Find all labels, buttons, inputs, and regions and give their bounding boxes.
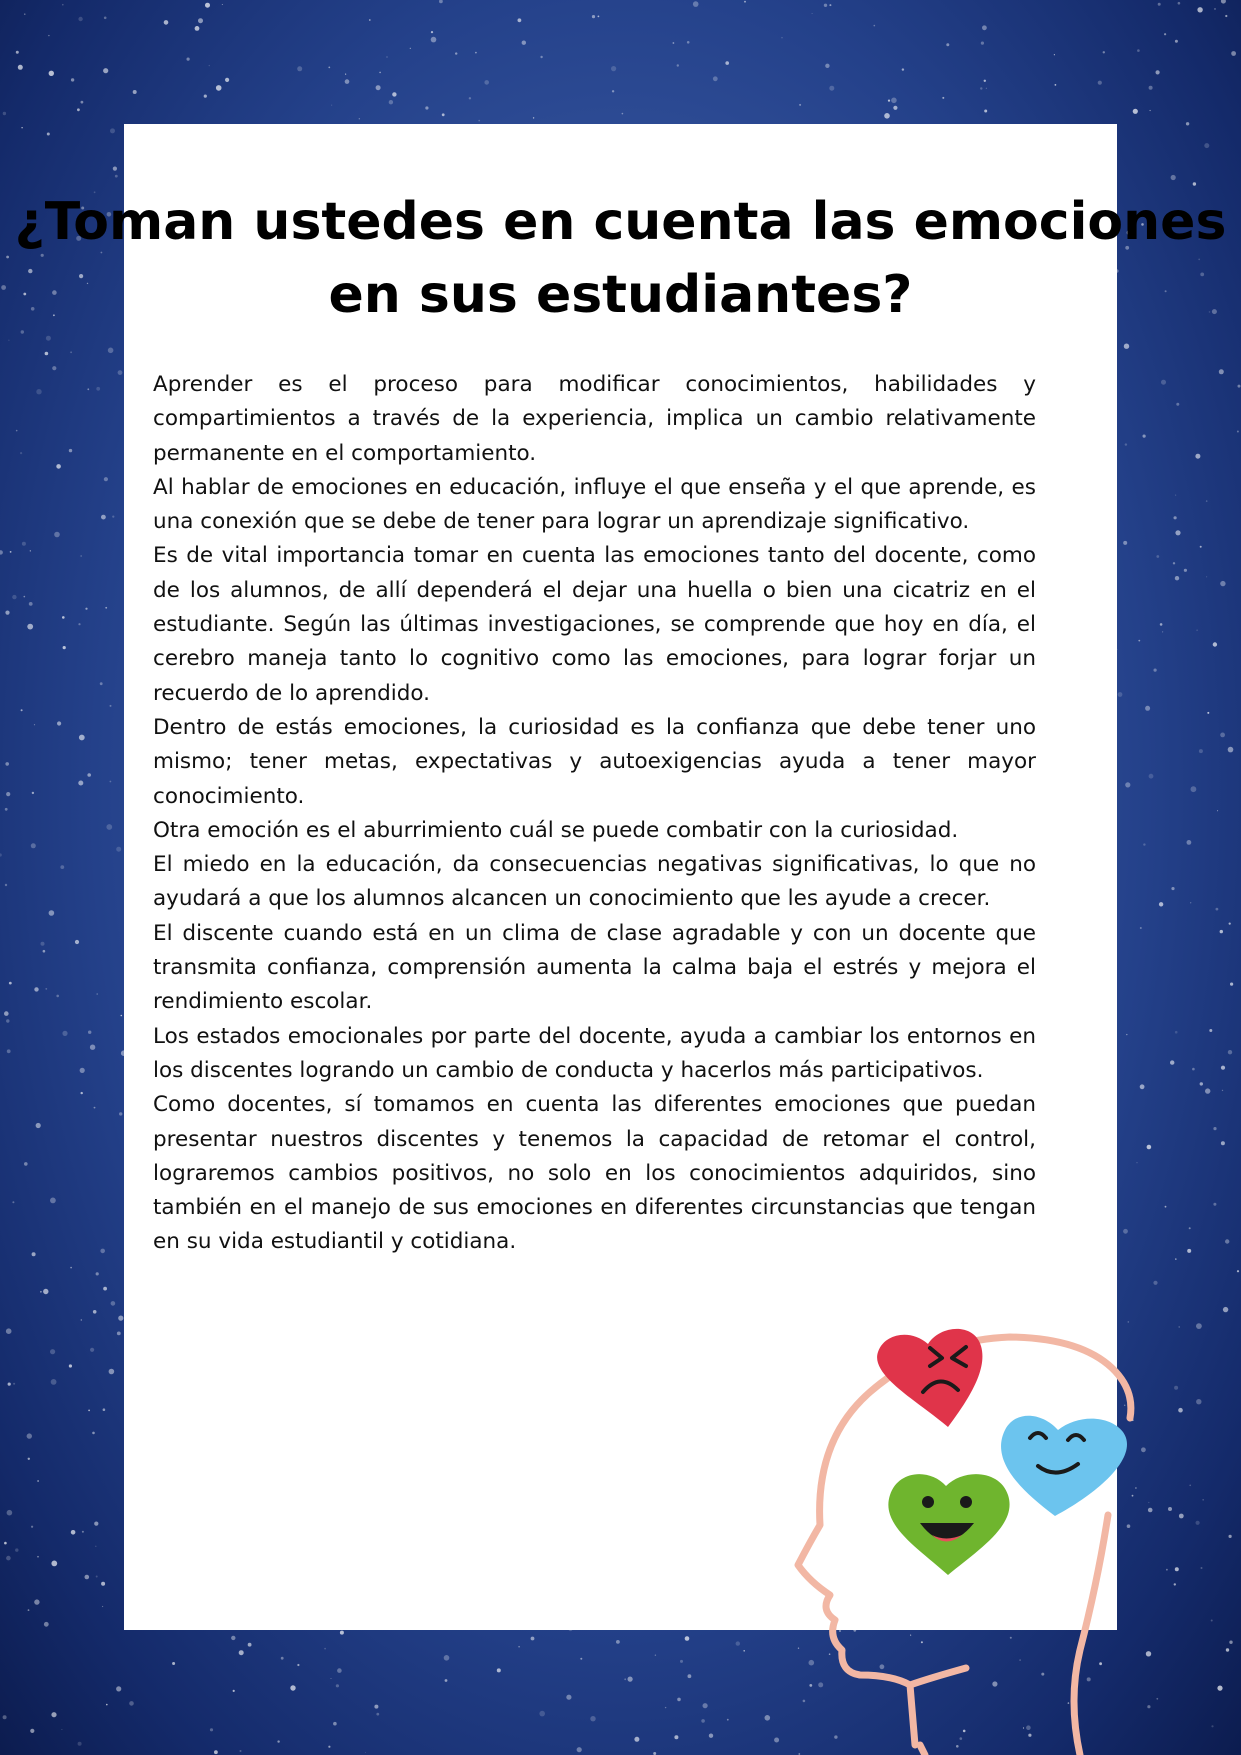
paragraph: Es de vital importancia tomar en cuenta las emociones tanto del docente, como de los alumnos, de allí dependerá el dejar una huella o bien una cicatriz en el estudiante. Según las últimas investigaciones, se comprende que hoy en día, el cerebro maneja tanto lo cognitivo como las emociones, para lograr forjar un recuerdo de lo aprendido. [153, 543, 1036, 706]
head-back-line [1074, 1515, 1108, 1755]
jaw-line [910, 1668, 966, 1685]
laughing-heart-icon [888, 1474, 1009, 1575]
document-body [153, 368, 1036, 1260]
angry-heart-icon [877, 1329, 982, 1427]
paragraph: Al hablar de emociones en educación, influye el que enseña y el que aprende, es una conexión que se debe de tener para lograr un aprendizaje significativo. [153, 474, 1036, 535]
paragraph: El miedo en la educación, da consecuencias negativas significativas, lo que no ayudará a que los alumnos alcancen un conocimiento que les ayude a crecer. [153, 852, 1036, 912]
paragraph: Aprender es el proceso para modificar conocimientos, habilidades y compartimientos a través de la experiencia, implica un cambio relativamente permanente en el comportamiento. [153, 372, 1036, 466]
paragraph: Otra emoción es el aburrimiento cuál se puede combatir con la curiosidad. [153, 817, 959, 843]
paragraph: El discente cuando está en un clima de clase agradable y con un docente que transmita confianza, comprensión aumenta la calma baja el estrés y mejora el rendimiento escolar. [153, 920, 1036, 1015]
paragraph: Como docentes, sí tomamos en cuenta las diferentes emociones que puedan presentar nuestros discentes y tenemos la capacidad de retomar el control, lograremos cambios positivos, no solo en los conocimientos adquiridos, sino también en el manejo de sus emociones en diferentes circunstancias que tengan en su vida estudiantil y cotidiana. [153, 1092, 1036, 1255]
paragraph: Dentro de estás emociones, la curiosidad es la confianza que debe tener uno mismo; tener metas, expectativas y autoexigencias ayuda a tener mayor conocimiento. [153, 714, 1036, 809]
smiling-heart-icon [1001, 1416, 1127, 1516]
paragraph: Los estados emocionales por parte del docente, ayuda a cambiar los entornos en los discentes logrando un cambio de conducta y hacerlos más participativos. [153, 1023, 1036, 1083]
emotions-head-illustration [780, 1320, 1241, 1755]
page-title: ¿Toman ustedes en cuenta las emociones en sus estudiantes? [14, 192, 1227, 325]
neck-line [920, 1745, 925, 1755]
